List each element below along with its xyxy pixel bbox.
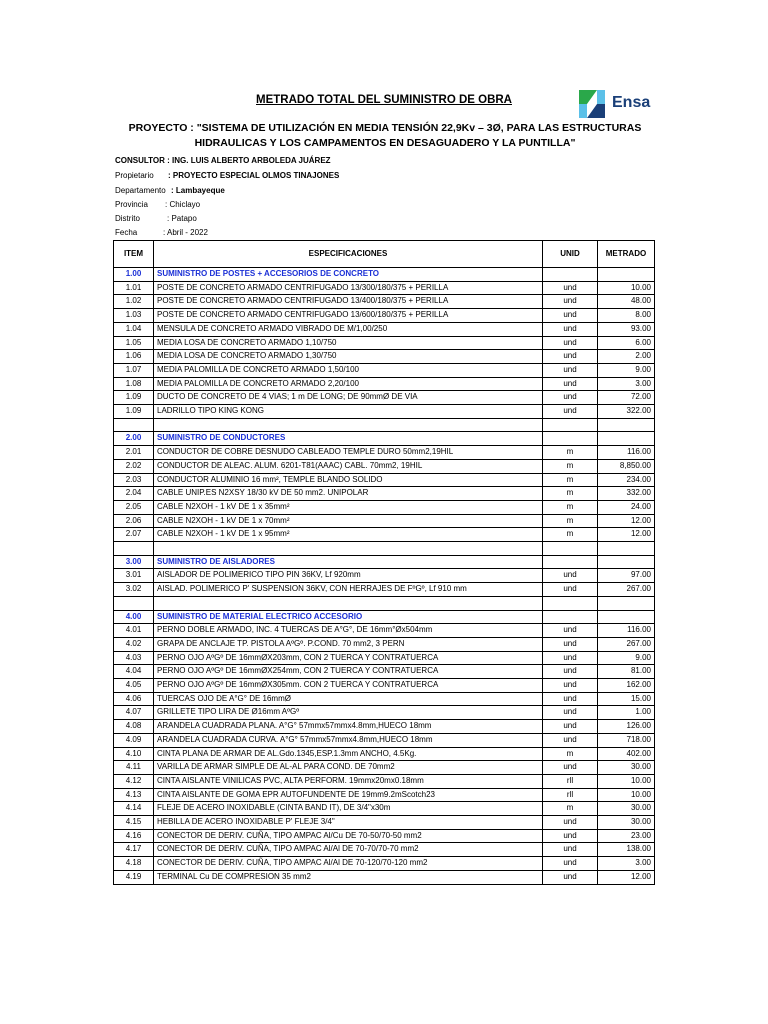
cell-unid: rll [543, 788, 598, 802]
cell-item: 2.03 [114, 473, 154, 487]
cell-unid [543, 596, 598, 610]
cell-item: 1.07 [114, 363, 154, 377]
cell-met: 6.00 [598, 336, 655, 350]
cell-item: 4.02 [114, 637, 154, 651]
cell-met: 93.00 [598, 322, 655, 336]
table-row [114, 720, 655, 734]
cell-unid: m [543, 446, 598, 460]
cell-met: 8,850.00 [598, 459, 655, 473]
table-row [114, 747, 655, 761]
cell-item: 1.02 [114, 295, 154, 309]
header-unid: UNID [543, 241, 598, 268]
cell-unid: und [543, 761, 598, 775]
propietario-value: : PROYECTO ESPECIAL OLMOS TINAJONES [168, 171, 340, 180]
cell-item: 4.06 [114, 692, 154, 706]
fecha-value: : Abril - 2022 [163, 228, 208, 237]
cell-met: 267.00 [598, 637, 655, 651]
table-row [114, 706, 655, 720]
cell-unid: m [543, 473, 598, 487]
table-row [114, 500, 655, 514]
cell-spec: CABLE N2XOH - 1 kV DE 1 x 70mm² [154, 514, 543, 528]
table-row [114, 391, 655, 405]
cell-unid: und [543, 583, 598, 597]
cell-item: 2.01 [114, 446, 154, 460]
section-row [114, 268, 655, 282]
cell-unid [543, 610, 598, 624]
table-row [114, 446, 655, 460]
cell-unid: und [543, 281, 598, 295]
cell-unid [543, 555, 598, 569]
distrito-row [115, 214, 197, 223]
cell-item: 4.05 [114, 679, 154, 693]
cell-item: 1.00 [114, 268, 154, 282]
cell-spec: CINTA AISLANTE VINILICAS PVC, ALTA PERFORM. 19mmx20mx0.18mm [154, 774, 543, 788]
cell-item: 4.03 [114, 651, 154, 665]
cell-item: 4.17 [114, 843, 154, 857]
cell-unid: und [543, 569, 598, 583]
cell-met: 162.00 [598, 679, 655, 693]
table-row [114, 761, 655, 775]
cell-item: 4.11 [114, 761, 154, 775]
fecha-label: Fecha [115, 228, 138, 237]
cell-item: 1.09 [114, 405, 154, 419]
table-row [114, 829, 655, 843]
cell-met: 30.00 [598, 802, 655, 816]
cell-unid: und [543, 816, 598, 830]
header-metrado: METRADO [598, 241, 655, 268]
propietario-label: Propietario [115, 171, 154, 180]
cell-met: 24.00 [598, 500, 655, 514]
cell-spec: SUMINISTRO DE MATERIAL ELECTRICO ACCESORIO [154, 610, 543, 624]
table-row [114, 336, 655, 350]
cell-spec: CONECTOR DE DERIV. CUÑA, TIPO AMPAC Al/Al DE 70-70/70-70 mm2 [154, 843, 543, 857]
cell-met: 48.00 [598, 295, 655, 309]
cell-met: 8.00 [598, 309, 655, 323]
cell-unid: und [543, 350, 598, 364]
cell-unid: m [543, 514, 598, 528]
cell-met: 332.00 [598, 487, 655, 501]
cell-met: 116.00 [598, 446, 655, 460]
cell-item: 3.00 [114, 555, 154, 569]
cell-unid: und [543, 637, 598, 651]
cell-unid: und [543, 679, 598, 693]
cell-met: 12.00 [598, 528, 655, 542]
cell-unid: und [543, 377, 598, 391]
section-row [114, 610, 655, 624]
departamento-value: : Lambayeque [171, 186, 225, 195]
cell-met: 10.00 [598, 788, 655, 802]
cell-spec: CONECTOR DE DERIV. CUÑA, TIPO AMPAC Al/Al DE 70-120/70-120 mm2 [154, 857, 543, 871]
table-row [114, 583, 655, 597]
cell-spec: CINTA PLANA DE ARMAR DE AL.Gdo.1345,ESP.1.3mm ANCHO, 4.5Kg. [154, 747, 543, 761]
cell-item: 4.16 [114, 829, 154, 843]
table-row [114, 870, 655, 884]
cell-item: 4.00 [114, 610, 154, 624]
table-row [114, 843, 655, 857]
cell-met: 267.00 [598, 583, 655, 597]
cell-unid: und [543, 405, 598, 419]
cell-met: 402.00 [598, 747, 655, 761]
cell-unid: und [543, 720, 598, 734]
blank-row [114, 418, 655, 432]
provincia-value: : Chiclayo [165, 200, 201, 209]
cell-unid: m [543, 459, 598, 473]
metrado-table [113, 240, 655, 885]
cell-item: 3.01 [114, 569, 154, 583]
cell-met: 138.00 [598, 843, 655, 857]
cell-unid [543, 418, 598, 432]
cell-spec: MENSULA DE CONCRETO ARMADO VIBRADO DE M/1,00/250 [154, 322, 543, 336]
cell-met: 15.00 [598, 692, 655, 706]
cell-unid: und [543, 733, 598, 747]
cell-item: 4.14 [114, 802, 154, 816]
cell-met: 718.00 [598, 733, 655, 747]
cell-spec [154, 418, 543, 432]
table-row [114, 692, 655, 706]
cell-met: 3.00 [598, 857, 655, 871]
cell-unid: und [543, 295, 598, 309]
table-row [114, 651, 655, 665]
cell-spec: CINTA AISLANTE DE GOMA EPR AUTOFUNDENTE DE 19mm9.2mScotch23 [154, 788, 543, 802]
cell-met: 30.00 [598, 816, 655, 830]
cell-item: 4.15 [114, 816, 154, 830]
cell-met [598, 610, 655, 624]
cell-spec: ARANDELA CUADRADA PLANA. A°G° 57mmx57mmx4.8mm,HUECO 18mm [154, 720, 543, 734]
departamento-label: Departamento [115, 186, 166, 195]
cell-met [598, 418, 655, 432]
cell-item: 1.04 [114, 322, 154, 336]
cell-spec: PERNO OJO AºGº DE 16mmØX203mm, CON 2 TUERCA Y CONTRATUERCA [154, 651, 543, 665]
cell-unid [543, 268, 598, 282]
cell-met: 72.00 [598, 391, 655, 405]
cell-item: 4.10 [114, 747, 154, 761]
cell-spec: LADRILLO TIPO KING KONG [154, 405, 543, 419]
cell-unid: und [543, 870, 598, 884]
cell-spec: SUMINISTRO DE POSTES + ACCESORIOS DE CONCRETO [154, 268, 543, 282]
cell-item [114, 596, 154, 610]
cell-item: 1.09 [114, 391, 154, 405]
cell-spec: AISLADOR DE POLIMERICO TIPO PIN 36KV, Lf 920mm [154, 569, 543, 583]
cell-unid [543, 542, 598, 556]
cell-spec: ARANDELA CUADRADA CURVA. A°G° 57mmx57mmx4.8mm,HUECO 18mm [154, 733, 543, 747]
table-row [114, 459, 655, 473]
table-row [114, 405, 655, 419]
cell-spec: DUCTO DE CONCRETO DE 4 VIAS; 1 m DE LONG; DE 90mmØ DE VIA [154, 391, 543, 405]
cell-unid: und [543, 843, 598, 857]
cell-spec: POSTE DE CONCRETO ARMADO CENTRIFUGADO 13/600/180/375 + PERILLA [154, 309, 543, 323]
cell-spec: CABLE N2XOH - 1 kV DE 1 x 95mm² [154, 528, 543, 542]
cell-spec: SUMINISTRO DE CONDUCTORES [154, 432, 543, 446]
cell-item: 4.13 [114, 788, 154, 802]
cell-spec: FLEJE DE ACERO INOXIDABLE (CINTA BAND IT), DE 3/4"x30m [154, 802, 543, 816]
distrito-label: Distrito [115, 214, 140, 223]
cell-met: 81.00 [598, 665, 655, 679]
ensa-logo-icon [577, 88, 607, 120]
cell-unid: und [543, 391, 598, 405]
cell-met: 12.00 [598, 870, 655, 884]
table-row [114, 487, 655, 501]
table-row [114, 281, 655, 295]
cell-unid: und [543, 336, 598, 350]
cell-unid: m [543, 487, 598, 501]
cell-unid: m [543, 528, 598, 542]
table-row [114, 528, 655, 542]
cell-spec: GRAPA DE ANCLAJE TP. PISTOLA AºGº. P.COND. 70 mm2, 3 PERN [154, 637, 543, 651]
cell-item: 4.01 [114, 624, 154, 638]
departamento-row [115, 186, 225, 195]
cell-met: 12.00 [598, 514, 655, 528]
cell-spec: GRILLETE TIPO LIRA DE Ø16mm AºGº [154, 706, 543, 720]
table-row [114, 514, 655, 528]
cell-spec: HEBILLA DE ACERO INOXIDABLE P' FLEJE 3/4" [154, 816, 543, 830]
cell-spec: CONDUCTOR ALUMINIO 16 mm², TEMPLE BLANDO SOLIDO [154, 473, 543, 487]
section-row [114, 555, 655, 569]
cell-spec [154, 596, 543, 610]
cell-item: 1.03 [114, 309, 154, 323]
cell-met: 10.00 [598, 774, 655, 788]
cell-unid: und [543, 692, 598, 706]
cell-item: 4.19 [114, 870, 154, 884]
cell-item: 1.01 [114, 281, 154, 295]
cell-spec: POSTE DE CONCRETO ARMADO CENTRIFUGADO 13/400/180/375 + PERILLA [154, 295, 543, 309]
cell-met: 9.00 [598, 651, 655, 665]
table-row [114, 363, 655, 377]
cell-unid: und [543, 665, 598, 679]
document-title: METRADO TOTAL DEL SUMINISTRO DE OBRA [256, 94, 512, 106]
table-row [114, 774, 655, 788]
cell-spec: TERMINAL Cu DE COMPRESION 35 mm2 [154, 870, 543, 884]
table-row [114, 295, 655, 309]
cell-met: 234.00 [598, 473, 655, 487]
cell-spec: CONDUCTOR DE COBRE DESNUDO CABLEADO TEMPLE DURO 50mm2,19HIL [154, 446, 543, 460]
cell-spec: MEDIA PALOMILLA DE CONCRETO ARMADO 1,50/100 [154, 363, 543, 377]
blank-row [114, 542, 655, 556]
cell-item: 2.06 [114, 514, 154, 528]
cell-unid: m [543, 500, 598, 514]
cell-unid: m [543, 802, 598, 816]
ensa-logo [577, 88, 657, 122]
table-row [114, 788, 655, 802]
table-row [114, 322, 655, 336]
provincia-row [115, 200, 201, 209]
cell-item: 1.08 [114, 377, 154, 391]
cell-spec: TUERCAS OJO DE A°G° DE 16mmØ [154, 692, 543, 706]
table-row [114, 816, 655, 830]
project-title: PROYECTO : "SISTEMA DE UTILIZACIÓN EN MEDIA TENSIÓN 22,9Kv – 3Ø, PARA LAS ESTRUCTURAS HIDRAULICAS Y LOS CAMPAMENTOS EN DESAGUADERO Y LA PUNTILLA" [128, 122, 642, 149]
section-row [114, 432, 655, 446]
cell-unid: und [543, 309, 598, 323]
cell-item: 2.02 [114, 459, 154, 473]
distrito-value: : Patapo [167, 214, 197, 223]
table-row [114, 679, 655, 693]
cell-unid: und [543, 857, 598, 871]
cell-spec: PERNO OJO AºGº DE 16mmØX305mm. CON 2 TUERCA Y CONTRATUERCA [154, 679, 543, 693]
cell-spec: SUMINISTRO DE AISLADORES [154, 555, 543, 569]
table-row [114, 569, 655, 583]
cell-met [598, 542, 655, 556]
cell-item: 3.02 [114, 583, 154, 597]
cell-met: 126.00 [598, 720, 655, 734]
cell-item: 4.18 [114, 857, 154, 871]
cell-spec: PERNO OJO AºGº DE 16mmØX254mm, CON 2 TUERCA Y CONTRATUERCA [154, 665, 543, 679]
cell-spec: MEDIA LOSA DE CONCRETO ARMADO 1,30/750 [154, 350, 543, 364]
cell-unid: rll [543, 774, 598, 788]
table-body [114, 268, 655, 885]
provincia-label: Provincia [115, 200, 148, 209]
table-row [114, 665, 655, 679]
cell-item: 2.04 [114, 487, 154, 501]
table-row [114, 733, 655, 747]
cell-met: 2.00 [598, 350, 655, 364]
cell-met: 30.00 [598, 761, 655, 775]
table-row [114, 350, 655, 364]
cell-spec: PERNO DOBLE ARMADO, INC. 4 TUERCAS DE A°G°, DE 16mm°Øx504mm [154, 624, 543, 638]
cell-spec: CABLE N2XOH - 1 kV DE 1 x 35mm² [154, 500, 543, 514]
cell-item: 4.04 [114, 665, 154, 679]
cell-spec: AISLAD. POLIMERICO P' SUSPENSION 36KV, CON HERRAJES DE FºGº, Lf 910 mm [154, 583, 543, 597]
cell-item: 4.08 [114, 720, 154, 734]
cell-item: 4.09 [114, 733, 154, 747]
cell-item: 2.05 [114, 500, 154, 514]
cell-met: 97.00 [598, 569, 655, 583]
cell-met [598, 268, 655, 282]
table-row [114, 377, 655, 391]
cell-met [598, 596, 655, 610]
propietario-row [115, 171, 340, 180]
table-row [114, 802, 655, 816]
table-row [114, 473, 655, 487]
cell-item: 2.00 [114, 432, 154, 446]
cell-unid: und [543, 829, 598, 843]
cell-met: 23.00 [598, 829, 655, 843]
cell-unid: m [543, 747, 598, 761]
cell-met: 322.00 [598, 405, 655, 419]
table-row [114, 624, 655, 638]
cell-item: 2.07 [114, 528, 154, 542]
table-header-row [114, 241, 655, 268]
cell-unid: und [543, 651, 598, 665]
fecha-row [115, 228, 208, 237]
consultor: CONSULTOR : ING. LUIS ALBERTO ARBOLEDA JUÁREZ [115, 156, 331, 165]
cell-met [598, 555, 655, 569]
cell-met: 3.00 [598, 377, 655, 391]
header-especificaciones: ESPECIFICACIONES [154, 241, 543, 268]
cell-spec: MEDIA PALOMILLA DE CONCRETO ARMADO 2,20/100 [154, 377, 543, 391]
cell-spec: CONDUCTOR DE ALEAC. ALUM. 6201-T81(AAAC) CABL. 70mm2, 19HIL [154, 459, 543, 473]
cell-spec: POSTE DE CONCRETO ARMADO CENTRIFUGADO 13/300/180/375 + PERILLA [154, 281, 543, 295]
cell-spec: CONECTOR DE DERIV. CUÑA, TIPO AMPAC Al/Cu DE 70-50/70-50 mm2 [154, 829, 543, 843]
logo-text: Ensa [612, 94, 651, 111]
cell-item: 4.07 [114, 706, 154, 720]
cell-met: 116.00 [598, 624, 655, 638]
cell-item: 1.05 [114, 336, 154, 350]
cell-unid [543, 432, 598, 446]
cell-item: 1.06 [114, 350, 154, 364]
cell-met: 10.00 [598, 281, 655, 295]
cell-unid: und [543, 322, 598, 336]
cell-item [114, 418, 154, 432]
cell-item: 4.12 [114, 774, 154, 788]
cell-met: 9.00 [598, 363, 655, 377]
table-row [114, 857, 655, 871]
cell-item [114, 542, 154, 556]
header-item: ITEM [114, 241, 154, 268]
table-row [114, 637, 655, 651]
cell-spec [154, 542, 543, 556]
cell-met [598, 432, 655, 446]
cell-spec: VARILLA DE ARMAR SIMPLE DE AL-AL PARA COND. DE 70mm2 [154, 761, 543, 775]
cell-spec: CABLE UNIP.ES N2XSY 18/30 kV DE 50 mm2. UNIPOLAR [154, 487, 543, 501]
cell-unid: und [543, 624, 598, 638]
cell-spec: MEDIA LOSA DE CONCRETO ARMADO 1,10/750 [154, 336, 543, 350]
cell-met: 1.00 [598, 706, 655, 720]
table-row [114, 309, 655, 323]
blank-row [114, 596, 655, 610]
cell-unid: und [543, 706, 598, 720]
cell-unid: und [543, 363, 598, 377]
